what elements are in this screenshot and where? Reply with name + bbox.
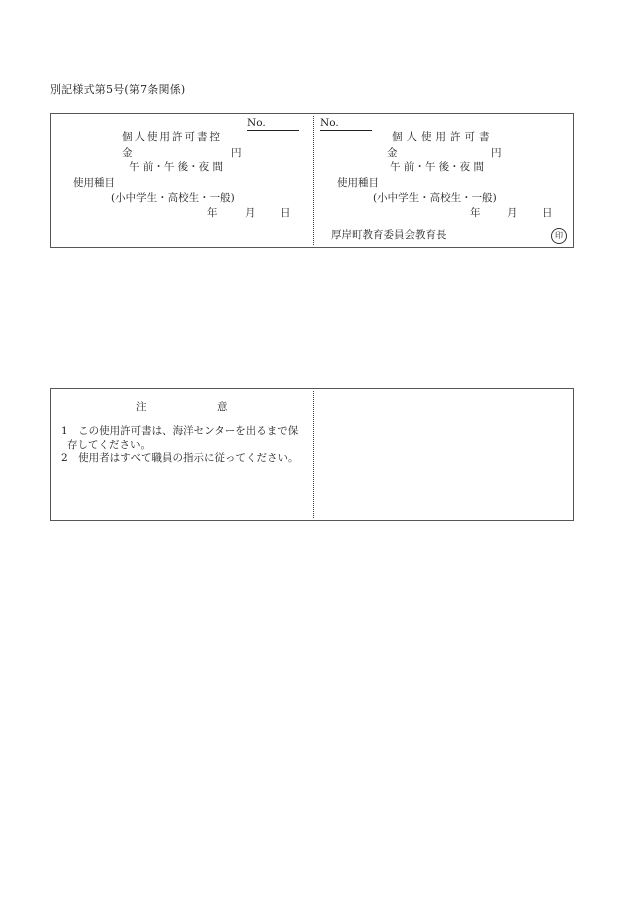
stub-category-label: 使用種目 [73,177,115,189]
permit-category-label: 使用種目 [337,177,379,189]
permit-number-label: No. [320,117,339,129]
permit-date-year: 年 [470,207,481,219]
issuer-name: 厚岸町教育委員会教育長 [331,229,447,241]
permit-amount-unit: 円 [491,147,502,159]
notice-box [50,388,574,521]
permit-title: 個人使用許可書 [392,131,494,143]
stub-category-options: (小中学生・高校生・一般) [111,192,235,204]
stub-date-day: 日 [280,207,291,219]
stub-title: 個人使用許可書控 [122,131,222,143]
notice-item: 2 使用者はすべて職員の指示に従ってください。 [61,452,299,464]
stub-time-periods: 午 前・午 後・夜 間 [129,161,224,173]
notice-item: 1 この使用許可書は、海洋センターを出るまで保存してください。 [61,425,299,451]
permit-number-field [320,117,372,131]
permit-date-day: 日 [542,207,553,219]
stub-number-field [247,117,299,131]
stub-amount-unit: 円 [231,147,242,159]
stub-number-label: No. [247,117,266,129]
notice-heading-right: 意 [217,401,228,413]
notice-list [61,425,306,466]
form-number-heading: 別記様式第5号(第7条関係) [50,83,186,96]
permit-date-month: 月 [507,207,518,219]
permit-category-options: (小中学生・高校生・一般) [373,192,497,204]
stub-date-year: 年 [207,207,218,219]
stub-date-month: 月 [245,207,256,219]
perforation-line-lower [313,391,314,518]
permit-time-periods: 午 前・午 後・夜 間 [390,161,485,173]
official-seal-mark: 印 [551,228,567,244]
notice-heading-left: 注 [136,401,147,413]
permit-form-box [50,113,574,248]
perforation-line [313,116,314,245]
stub-amount-label: 金 [122,147,133,159]
permit-amount-label: 金 [387,147,398,159]
